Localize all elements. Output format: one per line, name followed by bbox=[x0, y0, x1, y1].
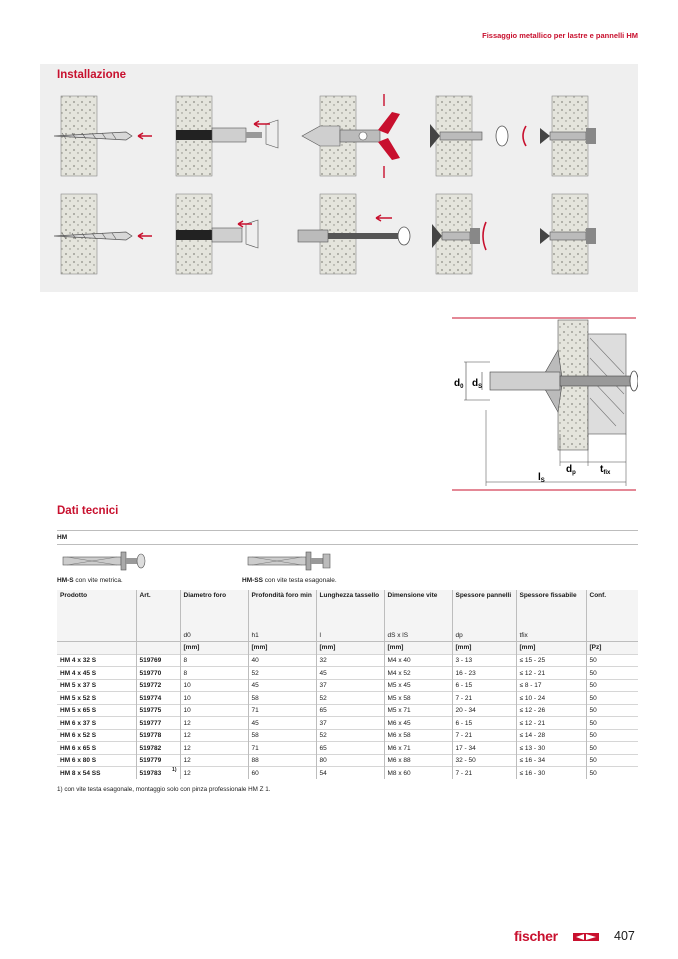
table-cell: 20 - 34 bbox=[452, 704, 516, 717]
divider bbox=[57, 530, 638, 531]
col-header: Conf. bbox=[586, 590, 638, 626]
step-4-screw-icon bbox=[430, 96, 526, 176]
table-row bbox=[57, 654, 638, 667]
col-symbol bbox=[586, 626, 638, 642]
table-row bbox=[57, 754, 638, 767]
table-row bbox=[57, 729, 638, 742]
table-cell: M6 x 71 bbox=[384, 742, 452, 755]
table-cell: ≤ 16 - 30 bbox=[516, 767, 586, 780]
table-cell: 12 bbox=[180, 729, 248, 742]
table-row bbox=[57, 667, 638, 680]
table-cell: 65 bbox=[316, 742, 384, 755]
table-cell: 65 bbox=[316, 704, 384, 717]
table-cell: 50 bbox=[586, 679, 638, 692]
label-ds: $d_S$ bbox=[472, 378, 483, 390]
table-cell: 80 bbox=[316, 754, 384, 767]
table-cell: 8 bbox=[180, 654, 248, 667]
table-cell: 7 - 21 bbox=[452, 729, 516, 742]
table-cell: M6 x 45 bbox=[384, 717, 452, 730]
table-cell: 37 bbox=[316, 717, 384, 730]
table-row bbox=[57, 692, 638, 705]
table-cell: M6 x 88 bbox=[384, 754, 452, 767]
col-header: Spessore pannelli bbox=[452, 590, 516, 626]
table-cell: 10 bbox=[180, 704, 248, 717]
step-2-insert-icon bbox=[176, 96, 278, 176]
article-cell bbox=[136, 767, 180, 780]
step-5-finished-icon bbox=[540, 96, 596, 176]
hm-s-caption: HM-S con vite metrica. bbox=[57, 577, 123, 584]
table-cell: M5 x 71 bbox=[384, 704, 452, 717]
fischer-logo-icon bbox=[573, 931, 599, 943]
table-symbol-row bbox=[57, 626, 638, 642]
article-cell: 519782 bbox=[136, 742, 180, 755]
installation-title: Installazione bbox=[57, 69, 127, 81]
table-cell: ≤ 12 - 26 bbox=[516, 704, 586, 717]
step-7-insert-icon bbox=[176, 194, 258, 274]
divider bbox=[57, 544, 638, 545]
col-unit: [Pz] bbox=[586, 642, 638, 654]
table-cell: ≤ 15 - 25 bbox=[516, 654, 586, 667]
screw-shape bbox=[560, 376, 636, 386]
col-symbol: tfix bbox=[516, 626, 586, 642]
col-unit bbox=[57, 642, 136, 654]
table-cell: 32 bbox=[316, 654, 384, 667]
product-cell: HM 6 x 37 S bbox=[57, 717, 136, 730]
table-cell: ≤ 16 - 34 bbox=[516, 754, 586, 767]
step-9-screw-icon bbox=[432, 194, 486, 274]
col-unit: [mm] bbox=[180, 642, 248, 654]
product-cell: HM 4 x 32 S bbox=[57, 654, 136, 667]
label-ls: $l_S$ bbox=[538, 472, 545, 484]
footnote: 1) con vite testa esagonale, montaggio solo con pinza professionale HM Z 1. bbox=[57, 786, 271, 793]
step-10-finished-icon bbox=[540, 194, 596, 274]
product-cell: HM 6 x 52 S bbox=[57, 729, 136, 742]
product-cell: HM 8 x 54 SS bbox=[57, 767, 136, 780]
table-row bbox=[57, 742, 638, 755]
table-cell: ≤ 12 - 21 bbox=[516, 667, 586, 680]
col-unit: [mm] bbox=[516, 642, 586, 654]
anchor-body-shape bbox=[490, 372, 560, 390]
table-row bbox=[57, 704, 638, 717]
product-cell: HM 6 x 80 S bbox=[57, 754, 136, 767]
table-cell: ≤ 14 - 28 bbox=[516, 729, 586, 742]
article-cell: 519778 bbox=[136, 729, 180, 742]
product-cell: HM 5 x 65 S bbox=[57, 704, 136, 717]
table-cell: 16 - 23 bbox=[452, 667, 516, 680]
table-cell: M8 x 60 bbox=[384, 767, 452, 780]
table-cell: 52 bbox=[316, 692, 384, 705]
table-cell: 50 bbox=[586, 717, 638, 730]
article-cell: 519772 bbox=[136, 679, 180, 692]
article-cell: 519779 bbox=[136, 754, 180, 767]
header-title: Fissaggio metallico per lastre e pannelli HM bbox=[482, 31, 638, 40]
article-cell: 519774 bbox=[136, 692, 180, 705]
table-cell: 7 - 21 bbox=[452, 692, 516, 705]
table-row bbox=[57, 717, 638, 730]
article-cell: 519769 bbox=[136, 654, 180, 667]
table-cell: 50 bbox=[586, 654, 638, 667]
page-number: 407 bbox=[614, 929, 635, 943]
table-cell: 71 bbox=[248, 742, 316, 755]
col-symbol bbox=[136, 626, 180, 642]
table-cell: 3 - 13 bbox=[452, 654, 516, 667]
table-cell: 50 bbox=[586, 692, 638, 705]
table-cell: M5 x 58 bbox=[384, 692, 452, 705]
table-cell: 88 bbox=[248, 754, 316, 767]
col-symbol: d0 bbox=[180, 626, 248, 642]
table-row bbox=[57, 679, 638, 692]
hm-ss-caption: HM-SS con vite testa esagonale. bbox=[242, 577, 337, 584]
col-header: Prodotto bbox=[57, 590, 136, 626]
table-cell: 37 bbox=[316, 679, 384, 692]
fischer-logo: fischer bbox=[514, 928, 558, 944]
table-cell: 50 bbox=[586, 754, 638, 767]
table-cell: 17 - 34 bbox=[452, 742, 516, 755]
col-header: Diametro foro bbox=[180, 590, 248, 626]
table-cell: 8 bbox=[180, 667, 248, 680]
table-cell: 12 bbox=[180, 717, 248, 730]
table-cell: ≤ 12 - 21 bbox=[516, 717, 586, 730]
article-cell: 519770 bbox=[136, 667, 180, 680]
dimension-diagram bbox=[450, 314, 638, 494]
table-cell: M6 x 58 bbox=[384, 729, 452, 742]
table-cell: 12 bbox=[180, 767, 248, 780]
table-cell: 52 bbox=[316, 729, 384, 742]
table-cell: 50 bbox=[586, 729, 638, 742]
col-unit: [mm] bbox=[452, 642, 516, 654]
table-cell: 45 bbox=[248, 717, 316, 730]
technical-data-table bbox=[57, 590, 638, 779]
table-cell: 50 bbox=[586, 704, 638, 717]
col-symbol: h1 bbox=[248, 626, 316, 642]
table-cell: M4 x 52 bbox=[384, 667, 452, 680]
hm-s-anchor-image bbox=[57, 548, 149, 574]
article-cell: 519775 bbox=[136, 704, 180, 717]
product-cell: HM 5 x 52 S bbox=[57, 692, 136, 705]
table-cell: ≤ 10 - 24 bbox=[516, 692, 586, 705]
table-cell: 50 bbox=[586, 667, 638, 680]
table-cell: 6 - 15 bbox=[452, 717, 516, 730]
col-symbol: dS x lS bbox=[384, 626, 452, 642]
article-cell: 519777 bbox=[136, 717, 180, 730]
step-6-drill-icon bbox=[54, 194, 152, 274]
col-symbol: dp bbox=[452, 626, 516, 642]
label-tfix: $t_{fix}$ bbox=[600, 464, 611, 476]
step-8-setting-icon bbox=[298, 194, 410, 274]
col-header: Lunghezza tassello bbox=[316, 590, 384, 626]
table-cell: ≤ 13 - 30 bbox=[516, 742, 586, 755]
table-cell: M5 x 45 bbox=[384, 679, 452, 692]
table-cell: M4 x 40 bbox=[384, 654, 452, 667]
article-number: 519783 bbox=[139, 769, 162, 777]
col-header: Spessore fissabile bbox=[516, 590, 586, 626]
col-header: Art. bbox=[136, 590, 180, 626]
footnote-marker: 1) bbox=[172, 767, 177, 774]
tech-data-title: Dati tecnici bbox=[57, 505, 119, 517]
table-cell: 12 bbox=[180, 754, 248, 767]
col-unit bbox=[136, 642, 180, 654]
table-cell: 12 bbox=[180, 742, 248, 755]
col-unit: [mm] bbox=[248, 642, 316, 654]
table-header-row bbox=[57, 590, 638, 626]
table-row bbox=[57, 767, 638, 780]
col-unit: [mm] bbox=[316, 642, 384, 654]
table-cell: 58 bbox=[248, 729, 316, 742]
table-cell: 40 bbox=[248, 654, 316, 667]
step-3-pliers-icon bbox=[302, 94, 400, 178]
table-cell: ≤ 8 - 17 bbox=[516, 679, 586, 692]
col-symbol bbox=[57, 626, 136, 642]
table-cell: 54 bbox=[316, 767, 384, 780]
col-unit: [mm] bbox=[384, 642, 452, 654]
table-cell: 10 bbox=[180, 679, 248, 692]
col-header: Profondità foro min bbox=[248, 590, 316, 626]
table-cell: 52 bbox=[248, 667, 316, 680]
product-cell: HM 4 x 45 S bbox=[57, 667, 136, 680]
table-cell: 50 bbox=[586, 742, 638, 755]
col-symbol: l bbox=[316, 626, 384, 642]
table-cell: 32 - 50 bbox=[452, 754, 516, 767]
table-cell: 50 bbox=[586, 767, 638, 780]
table-cell: 7 - 21 bbox=[452, 767, 516, 780]
product-cell: HM 5 x 37 S bbox=[57, 679, 136, 692]
table-cell: 58 bbox=[248, 692, 316, 705]
table-cell: 60 bbox=[248, 767, 316, 780]
table-cell: 10 bbox=[180, 692, 248, 705]
table-cell: 45 bbox=[316, 667, 384, 680]
table-cell: 71 bbox=[248, 704, 316, 717]
step-1-drill-icon bbox=[54, 96, 152, 176]
group-label: HM bbox=[57, 534, 68, 541]
hm-ss-anchor-image bbox=[242, 548, 334, 574]
table-cell: 6 - 15 bbox=[452, 679, 516, 692]
col-header: Dimensione vite bbox=[384, 590, 452, 626]
installation-steps bbox=[40, 84, 638, 284]
label-dp: $d_p$ bbox=[566, 464, 576, 476]
label-d0: $d_0$ bbox=[454, 378, 464, 390]
table-unit-row bbox=[57, 642, 638, 654]
table-cell: 45 bbox=[248, 679, 316, 692]
product-cell: HM 6 x 65 S bbox=[57, 742, 136, 755]
